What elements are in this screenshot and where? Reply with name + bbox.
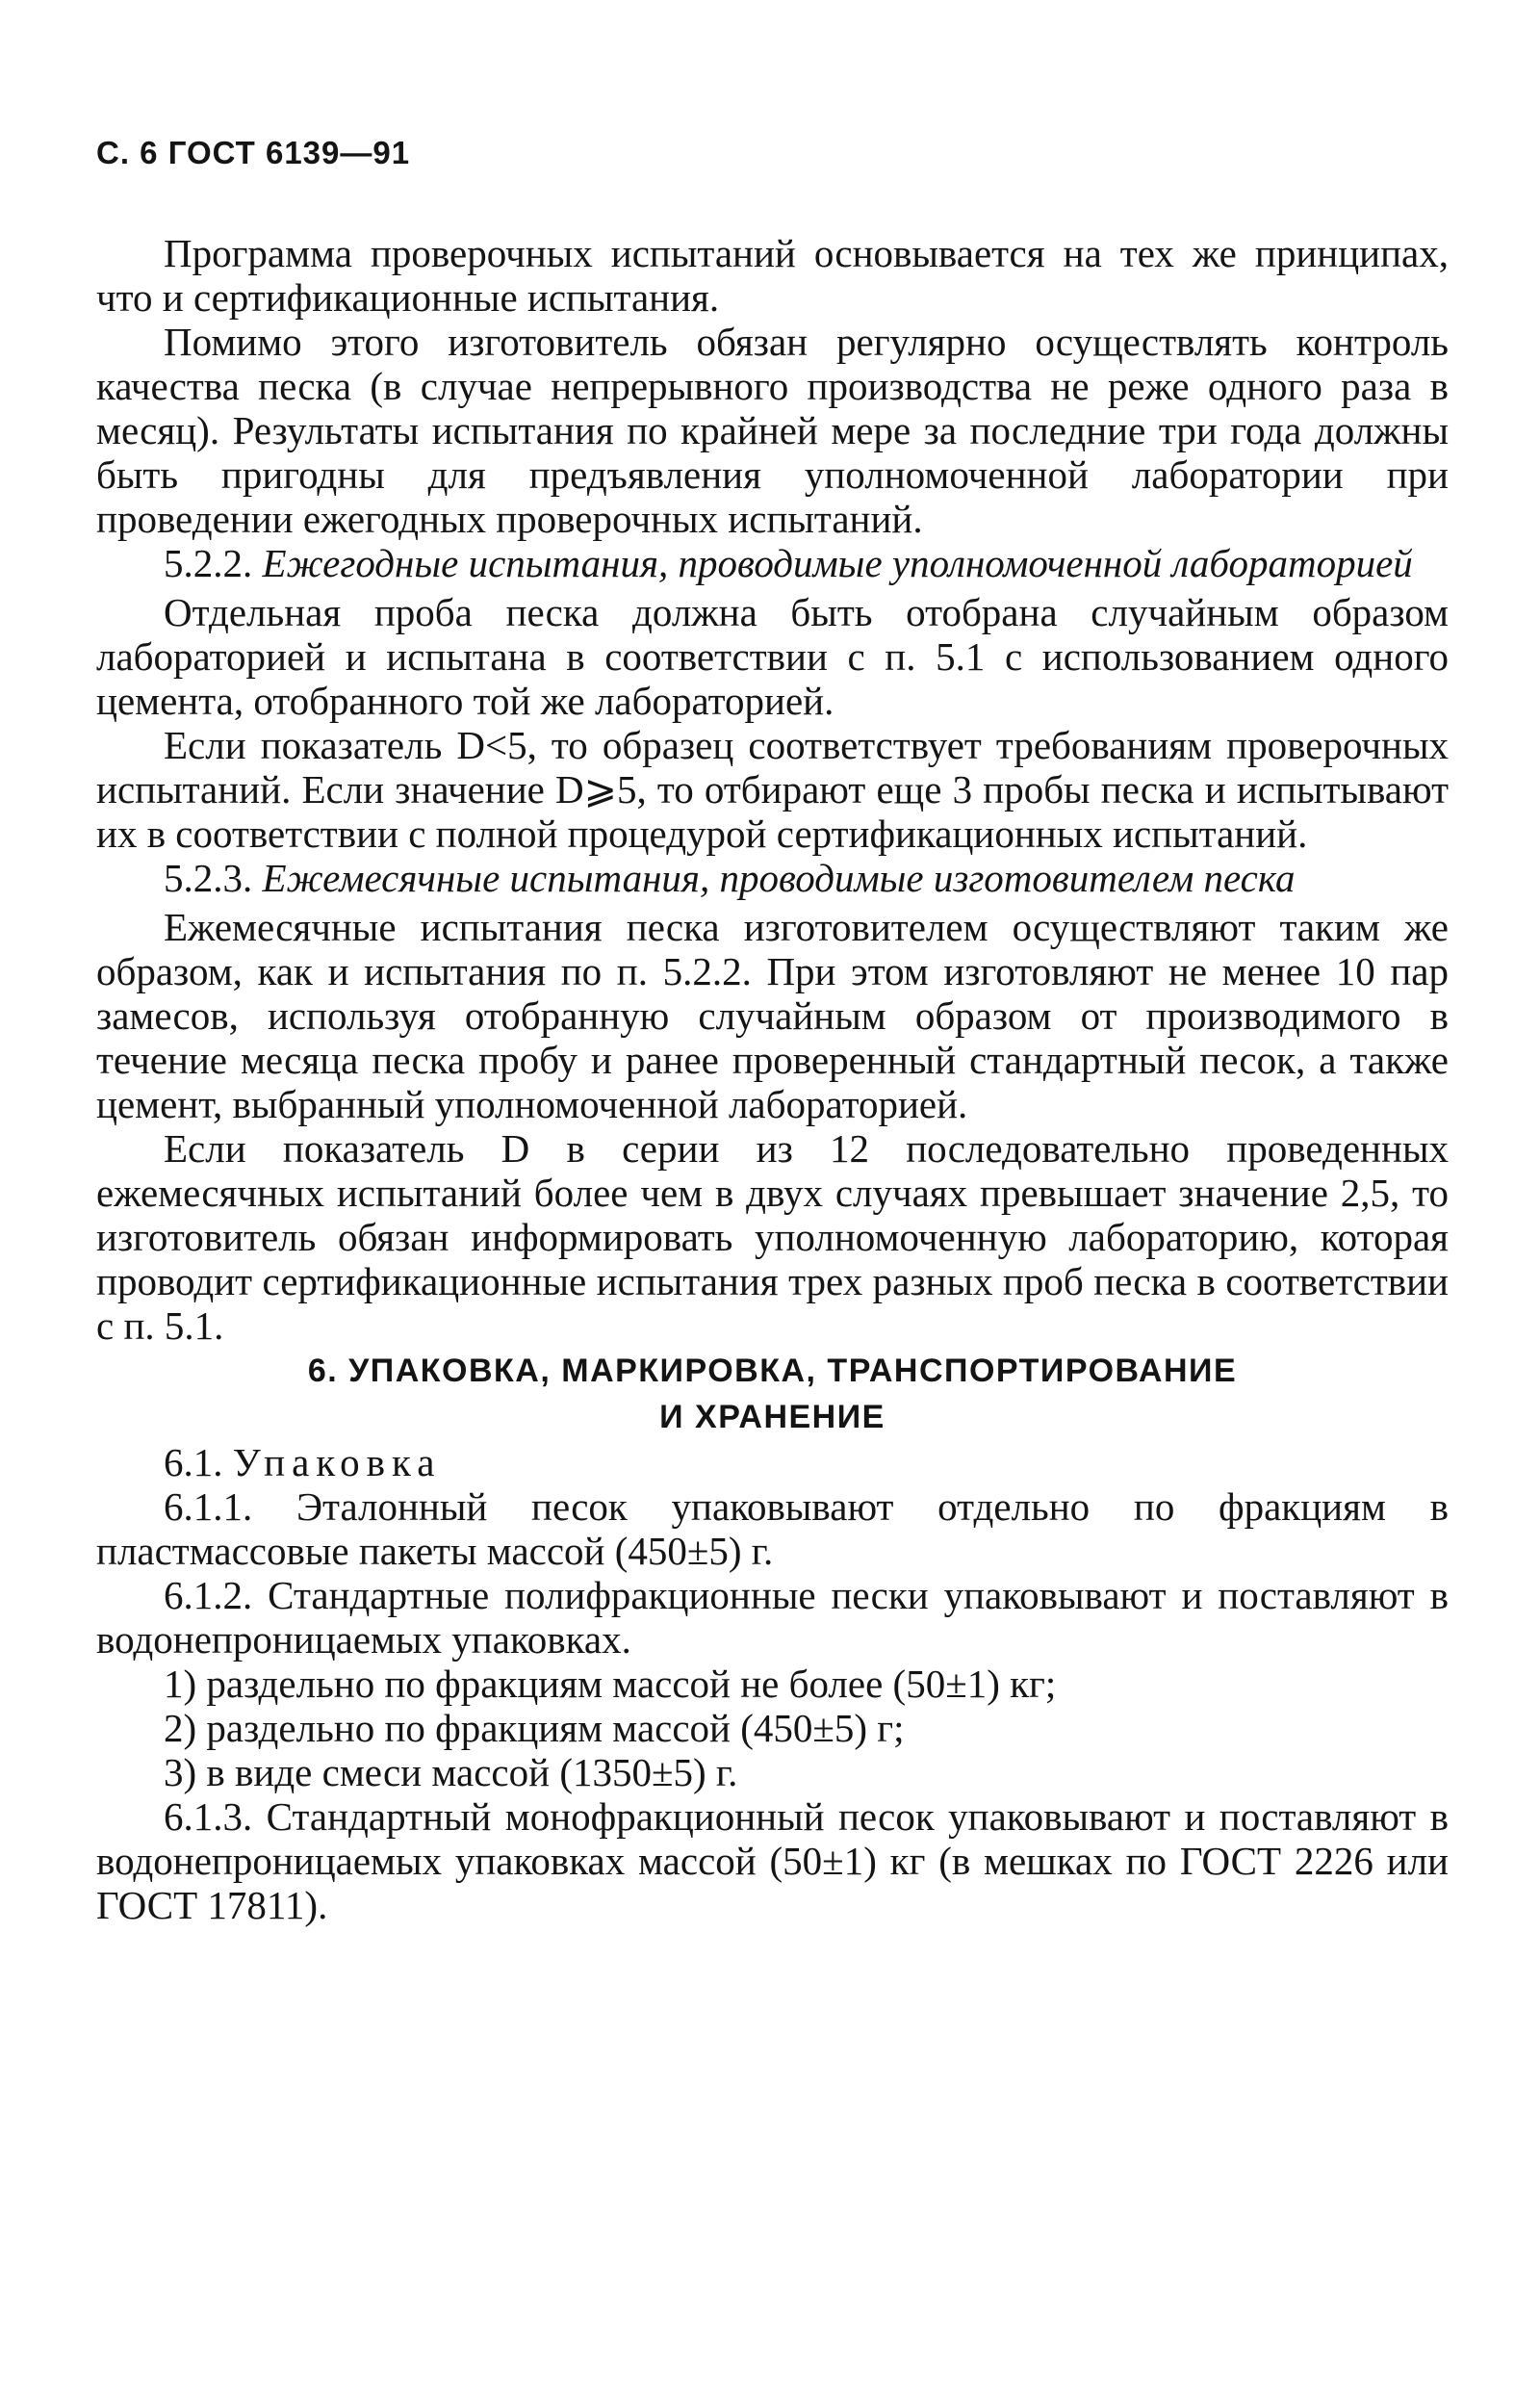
paragraph: 6.1.3. Стандартный монофракционный песок упаковывают и поставляют в водонепроницаемых упаковках массой (50±1) кг (в мешках по ГОСТ 2226 или ГОСТ 17811). — [96, 1794, 1449, 1927]
subsection-number: 6.1. — [164, 1440, 223, 1484]
paragraph: Помимо этого изготовитель обязан регулярно осуществлять контроль качества песка (в случае непрерывного производства не реже одного раза в месяц). Результаты испытания по крайней мере за последние три года должны быть пригодны для предъявления уполномоченной лаборатории при проведении ежегодных проверочных испытаний. — [96, 320, 1449, 541]
paragraph: Ежемесячные испытания песка изготовителем осуществляют таким же образом, как и испытания по п. 5.2.2. При этом изготовляют не менее 10 пар замесов, используя отобранную случайным образом от производимого в течение месяца песка пробу и ранее проверенный стандартный песок, а также цемент, выбранный уполномоченной лабораторией. — [96, 905, 1449, 1126]
subsection-heading-6-1 — [96, 1440, 1449, 1484]
section-6-heading — [96, 1348, 1449, 1440]
page-header: С. 6 ГОСТ 6139—91 — [96, 135, 411, 170]
section-heading-line: И ХРАНЕНИЕ — [659, 1399, 886, 1435]
list-item: 3) в виде смеси массой (1350±5) г. — [164, 1750, 738, 1794]
paragraph: 6.1.2. Стандартные полифракционные пески упаковывают и поставляют в водонепроницаемых упаковках. — [96, 1573, 1449, 1662]
paragraph: Программа проверочных испытаний основывается на тех же принципах, что и сертификационные испытания. — [96, 231, 1449, 320]
paragraph: Если показатель D в серии из 12 последовательно проведенных ежемесячных испытаний более чем в двух случаях превышает значение 2,5, то изготовитель обязан информировать уполномоченную лабораторию, которая проводит сертификационные испытания трех разных проб песка в соответствии с п. 5.1. — [96, 1126, 1449, 1348]
list-item: 1) раздельно по фракциям массой не более (50±1) кг; — [164, 1662, 1057, 1706]
subsection-title: Ежемесячные испытания, проводимые изготовителем песка — [262, 856, 1296, 900]
subsection-title: Упаковка — [232, 1440, 442, 1484]
list-item: 2) раздельно по фракциям массой (450±5) г; — [164, 1706, 905, 1750]
paragraph: Отдельная проба песка должна быть отобрана случайным образом лабораторией и испытана в соответствии с п. 5.1 с использованием одного цемента, отобранного той же лабораторией. — [96, 590, 1449, 723]
paragraph: 6.1.1. Эталонный песок упаковывают отдельно по фракциям в пластмассовые пакеты массой (450±5) г. — [96, 1484, 1449, 1573]
subsection-heading-5-2-2 — [96, 541, 1449, 585]
subsection-number: 5.2.2. — [164, 541, 253, 585]
document-body — [96, 231, 1449, 1927]
section-heading-line: 6. УПАКОВКА, МАРКИРОВКА, ТРАНСПОРТИРОВАНИЕ — [307, 1353, 1238, 1389]
subsection-title: Ежегодные испытания, проводимые уполномоченной лабораторией — [262, 541, 1413, 585]
paragraph: Если показатель D<5, то образец соответствует требованиям проверочных испытаний. Если значение D⩾5, то отбирают еще 3 пробы песка и испытывают их в соответствии с полной процедурой сертификационных испытаний. — [96, 723, 1449, 856]
subsection-number: 5.2.3. — [164, 856, 253, 900]
subsection-heading-5-2-3 — [96, 856, 1449, 900]
